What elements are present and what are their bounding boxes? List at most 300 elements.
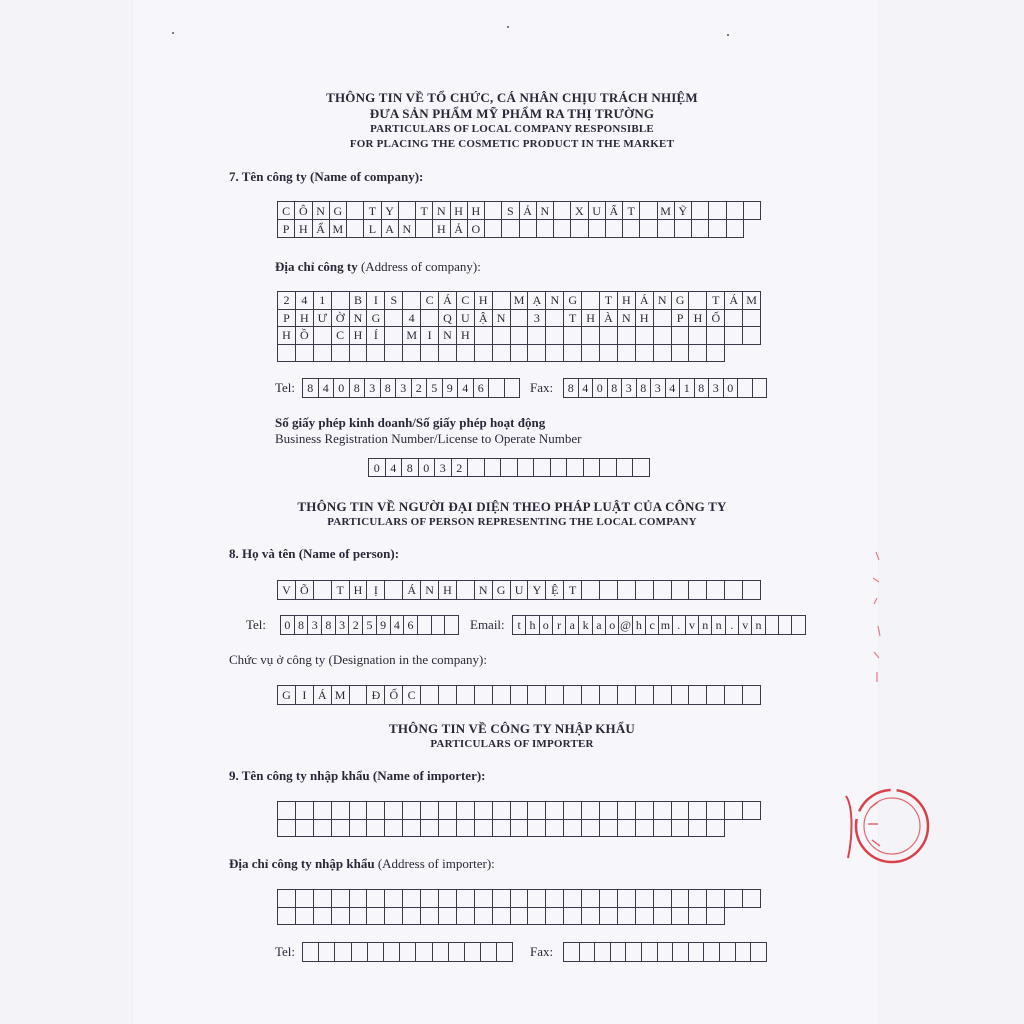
char-box[interactable] bbox=[314, 802, 332, 820]
char-box[interactable] bbox=[314, 908, 332, 926]
char-box[interactable] bbox=[564, 820, 582, 838]
char-box[interactable]: a bbox=[593, 616, 606, 635]
char-box[interactable] bbox=[582, 345, 600, 363]
char-box[interactable] bbox=[753, 379, 768, 398]
char-box[interactable]: C bbox=[403, 686, 421, 705]
char-box[interactable] bbox=[707, 345, 725, 363]
char-box[interactable] bbox=[278, 345, 296, 363]
char-box[interactable]: t bbox=[513, 616, 526, 635]
char-box[interactable] bbox=[385, 908, 403, 926]
char-box[interactable]: 5 bbox=[427, 379, 443, 398]
char-box[interactable]: Ậ bbox=[475, 310, 493, 328]
char-box[interactable]: 4 bbox=[666, 379, 681, 398]
char-box[interactable] bbox=[618, 345, 636, 363]
char-box[interactable] bbox=[564, 943, 580, 962]
char-box[interactable]: c bbox=[646, 616, 659, 635]
char-box[interactable] bbox=[672, 345, 690, 363]
char-box[interactable] bbox=[738, 379, 753, 398]
char-box[interactable] bbox=[689, 686, 707, 705]
char-box[interactable]: 9 bbox=[443, 379, 459, 398]
char-box[interactable] bbox=[689, 581, 707, 600]
char-box[interactable] bbox=[367, 908, 385, 926]
char-box[interactable] bbox=[689, 908, 707, 926]
char-box[interactable] bbox=[736, 943, 752, 962]
char-box[interactable] bbox=[511, 686, 529, 705]
char-box[interactable] bbox=[743, 327, 761, 345]
char-box[interactable] bbox=[367, 820, 385, 838]
char-box[interactable] bbox=[709, 220, 726, 238]
char-box[interactable] bbox=[385, 802, 403, 820]
char-box[interactable]: Ố bbox=[385, 686, 403, 705]
char-box[interactable] bbox=[600, 345, 618, 363]
char-box[interactable]: G bbox=[330, 202, 347, 220]
char-box[interactable] bbox=[439, 908, 457, 926]
char-box[interactable]: N bbox=[350, 310, 368, 328]
char-box[interactable] bbox=[403, 802, 421, 820]
char-box[interactable]: 2 bbox=[412, 379, 428, 398]
char-box[interactable] bbox=[636, 802, 654, 820]
char-box[interactable] bbox=[278, 908, 296, 926]
char-box[interactable]: H bbox=[451, 202, 468, 220]
char-box[interactable] bbox=[654, 345, 672, 363]
char-box[interactable]: 5 bbox=[363, 616, 377, 635]
char-box[interactable] bbox=[457, 908, 475, 926]
char-box[interactable] bbox=[673, 943, 689, 962]
char-box[interactable] bbox=[296, 908, 314, 926]
char-box[interactable] bbox=[743, 581, 761, 600]
char-box[interactable]: C bbox=[457, 292, 475, 310]
char-box[interactable]: X bbox=[571, 202, 588, 220]
char-box[interactable] bbox=[385, 820, 403, 838]
char-box[interactable] bbox=[554, 202, 571, 220]
char-box[interactable] bbox=[600, 581, 618, 600]
char-box[interactable] bbox=[502, 220, 519, 238]
char-box[interactable]: 4 bbox=[386, 459, 403, 477]
char-box[interactable] bbox=[546, 345, 564, 363]
char-box[interactable] bbox=[689, 292, 707, 310]
char-box[interactable] bbox=[385, 890, 403, 908]
char-box[interactable] bbox=[457, 686, 475, 705]
char-box[interactable] bbox=[567, 459, 584, 477]
char-box[interactable]: Ẩ bbox=[313, 220, 330, 238]
char-box[interactable]: 3 bbox=[435, 459, 452, 477]
char-box[interactable]: U bbox=[457, 310, 475, 328]
char-box[interactable] bbox=[725, 890, 743, 908]
char-box[interactable] bbox=[385, 581, 403, 600]
char-box[interactable]: 8 bbox=[608, 379, 623, 398]
char-box[interactable] bbox=[672, 581, 690, 600]
char-box[interactable] bbox=[511, 345, 529, 363]
char-box[interactable]: 0 bbox=[334, 379, 350, 398]
char-box[interactable] bbox=[400, 943, 416, 962]
char-box[interactable] bbox=[689, 327, 707, 345]
char-box[interactable] bbox=[475, 820, 493, 838]
char-box[interactable] bbox=[528, 908, 546, 926]
char-box[interactable] bbox=[468, 459, 485, 477]
char-box[interactable]: N bbox=[493, 310, 511, 328]
char-box[interactable] bbox=[403, 345, 421, 363]
char-box[interactable]: M bbox=[743, 292, 761, 310]
char-box[interactable] bbox=[636, 581, 654, 600]
char-box[interactable] bbox=[546, 686, 564, 705]
char-box[interactable]: Á bbox=[636, 292, 654, 310]
char-box[interactable] bbox=[582, 890, 600, 908]
char-box[interactable]: Ị bbox=[367, 581, 385, 600]
char-box[interactable] bbox=[725, 581, 743, 600]
char-box[interactable] bbox=[551, 459, 568, 477]
char-box[interactable]: 3 bbox=[528, 310, 546, 328]
char-box[interactable] bbox=[385, 345, 403, 363]
char-box[interactable] bbox=[350, 908, 368, 926]
char-box[interactable]: 3 bbox=[396, 379, 412, 398]
char-box[interactable] bbox=[457, 820, 475, 838]
char-box[interactable] bbox=[416, 220, 433, 238]
char-box[interactable] bbox=[350, 345, 368, 363]
char-box[interactable] bbox=[564, 686, 582, 705]
char-box[interactable] bbox=[564, 345, 582, 363]
char-box[interactable]: S bbox=[502, 202, 519, 220]
char-box[interactable] bbox=[689, 345, 707, 363]
char-box[interactable] bbox=[707, 908, 725, 926]
char-box[interactable]: 8 bbox=[695, 379, 710, 398]
char-box[interactable] bbox=[564, 327, 582, 345]
char-box[interactable] bbox=[439, 820, 457, 838]
char-box[interactable]: H bbox=[689, 310, 707, 328]
char-box[interactable]: B bbox=[350, 292, 368, 310]
char-box[interactable] bbox=[332, 820, 350, 838]
char-box[interactable] bbox=[475, 802, 493, 820]
char-box[interactable] bbox=[654, 581, 672, 600]
char-box[interactable]: 4 bbox=[319, 379, 335, 398]
char-box[interactable] bbox=[582, 292, 600, 310]
char-box[interactable]: 0 bbox=[419, 459, 436, 477]
char-box[interactable]: Ố bbox=[707, 310, 725, 328]
char-box[interactable]: 3 bbox=[365, 379, 381, 398]
char-box[interactable] bbox=[672, 327, 690, 345]
char-box[interactable] bbox=[475, 908, 493, 926]
char-box[interactable] bbox=[546, 310, 564, 328]
char-box[interactable] bbox=[618, 802, 636, 820]
char-box[interactable] bbox=[501, 459, 518, 477]
char-box[interactable] bbox=[367, 890, 385, 908]
char-box[interactable]: 8 bbox=[322, 616, 336, 635]
char-box[interactable] bbox=[689, 820, 707, 838]
char-box[interactable] bbox=[727, 202, 744, 220]
char-box[interactable] bbox=[385, 327, 403, 345]
char-box[interactable]: h bbox=[526, 616, 539, 635]
char-box[interactable] bbox=[725, 310, 743, 328]
char-box[interactable]: 8 bbox=[350, 379, 366, 398]
char-box[interactable] bbox=[296, 802, 314, 820]
char-box[interactable]: 0 bbox=[281, 616, 295, 635]
char-box[interactable] bbox=[672, 890, 690, 908]
char-box[interactable]: 1 bbox=[314, 292, 332, 310]
char-box[interactable]: n bbox=[699, 616, 712, 635]
char-box[interactable]: 4 bbox=[391, 616, 405, 635]
char-box[interactable] bbox=[743, 310, 761, 328]
char-box[interactable] bbox=[600, 890, 618, 908]
char-box[interactable]: G bbox=[493, 581, 511, 600]
char-box[interactable] bbox=[421, 890, 439, 908]
char-box[interactable]: T bbox=[332, 581, 350, 600]
char-box[interactable] bbox=[528, 820, 546, 838]
char-box[interactable] bbox=[766, 616, 779, 635]
char-box[interactable] bbox=[564, 802, 582, 820]
char-box[interactable]: 2 bbox=[349, 616, 363, 635]
char-box[interactable] bbox=[432, 616, 446, 635]
char-box[interactable]: M bbox=[403, 327, 421, 345]
char-box[interactable]: Q bbox=[439, 310, 457, 328]
char-box[interactable] bbox=[534, 459, 551, 477]
designation-boxes[interactable] bbox=[277, 685, 761, 705]
char-box[interactable] bbox=[654, 890, 672, 908]
char-box[interactable] bbox=[744, 202, 761, 220]
char-box[interactable] bbox=[640, 220, 657, 238]
char-box[interactable]: Õ bbox=[296, 581, 314, 600]
char-box[interactable] bbox=[707, 327, 725, 345]
char-box[interactable]: Ồ bbox=[296, 327, 314, 345]
char-box[interactable] bbox=[528, 345, 546, 363]
char-box[interactable] bbox=[600, 820, 618, 838]
company-fax-boxes[interactable] bbox=[563, 378, 767, 398]
char-box[interactable]: 0 bbox=[369, 459, 386, 477]
char-box[interactable] bbox=[600, 327, 618, 345]
char-box[interactable]: 3 bbox=[336, 616, 350, 635]
char-box[interactable] bbox=[743, 890, 761, 908]
char-box[interactable] bbox=[485, 202, 502, 220]
char-box[interactable]: H bbox=[468, 202, 485, 220]
char-box[interactable]: G bbox=[278, 686, 296, 705]
char-box[interactable] bbox=[368, 943, 384, 962]
char-box[interactable]: 8 bbox=[295, 616, 309, 635]
char-box[interactable] bbox=[332, 802, 350, 820]
char-box[interactable] bbox=[475, 890, 493, 908]
char-box[interactable] bbox=[493, 890, 511, 908]
person-email-boxes[interactable] bbox=[512, 615, 806, 635]
char-box[interactable] bbox=[403, 820, 421, 838]
char-box[interactable] bbox=[654, 908, 672, 926]
char-box[interactable] bbox=[399, 202, 416, 220]
char-box[interactable] bbox=[672, 820, 690, 838]
char-box[interactable] bbox=[633, 459, 650, 477]
char-box[interactable] bbox=[493, 802, 511, 820]
char-box[interactable] bbox=[582, 820, 600, 838]
char-box[interactable] bbox=[692, 202, 709, 220]
char-box[interactable] bbox=[421, 802, 439, 820]
char-box[interactable]: Ạ bbox=[528, 292, 546, 310]
char-box[interactable]: 3 bbox=[651, 379, 666, 398]
char-box[interactable]: M bbox=[658, 202, 675, 220]
char-box[interactable] bbox=[511, 802, 529, 820]
char-box[interactable] bbox=[505, 379, 521, 398]
char-box[interactable] bbox=[606, 220, 623, 238]
char-box[interactable] bbox=[303, 943, 319, 962]
char-box[interactable] bbox=[707, 802, 725, 820]
char-box[interactable] bbox=[618, 820, 636, 838]
char-box[interactable]: 3 bbox=[308, 616, 322, 635]
char-box[interactable] bbox=[314, 581, 332, 600]
char-box[interactable]: Ờ bbox=[332, 310, 350, 328]
char-box[interactable] bbox=[792, 616, 805, 635]
char-box[interactable]: C bbox=[278, 202, 295, 220]
char-box[interactable]: o bbox=[606, 616, 619, 635]
char-box[interactable] bbox=[493, 908, 511, 926]
char-box[interactable]: H bbox=[475, 292, 493, 310]
char-box[interactable] bbox=[314, 327, 332, 345]
char-box[interactable] bbox=[493, 686, 511, 705]
char-box[interactable]: I bbox=[367, 292, 385, 310]
char-box[interactable] bbox=[595, 943, 611, 962]
char-box[interactable] bbox=[720, 943, 736, 962]
char-box[interactable] bbox=[347, 202, 364, 220]
char-box[interactable] bbox=[385, 310, 403, 328]
char-box[interactable]: C bbox=[332, 327, 350, 345]
char-box[interactable]: T bbox=[707, 292, 725, 310]
company-tel-boxes[interactable] bbox=[302, 378, 520, 398]
char-box[interactable] bbox=[335, 943, 351, 962]
char-box[interactable] bbox=[475, 686, 493, 705]
char-box[interactable] bbox=[445, 616, 459, 635]
char-box[interactable] bbox=[689, 943, 705, 962]
char-box[interactable] bbox=[582, 802, 600, 820]
char-box[interactable]: Y bbox=[528, 581, 546, 600]
char-box[interactable]: H bbox=[636, 310, 654, 328]
char-box[interactable]: 3 bbox=[622, 379, 637, 398]
char-box[interactable]: Ả bbox=[451, 220, 468, 238]
char-box[interactable]: Í bbox=[367, 327, 385, 345]
char-box[interactable] bbox=[439, 890, 457, 908]
char-box[interactable] bbox=[709, 202, 726, 220]
char-box[interactable]: m bbox=[659, 616, 672, 635]
char-box[interactable]: U bbox=[589, 202, 606, 220]
char-box[interactable]: G bbox=[564, 292, 582, 310]
char-box[interactable] bbox=[457, 345, 475, 363]
char-box[interactable]: Á bbox=[314, 686, 332, 705]
char-box[interactable] bbox=[350, 890, 368, 908]
char-box[interactable]: M bbox=[330, 220, 347, 238]
char-box[interactable] bbox=[546, 820, 564, 838]
char-box[interactable]: n bbox=[712, 616, 725, 635]
char-box[interactable] bbox=[528, 686, 546, 705]
char-box[interactable]: N bbox=[313, 202, 330, 220]
char-box[interactable]: H bbox=[278, 327, 296, 345]
importer-tel-boxes[interactable] bbox=[302, 942, 513, 962]
char-box[interactable]: G bbox=[367, 310, 385, 328]
char-box[interactable]: 4 bbox=[296, 292, 314, 310]
char-box[interactable]: 8 bbox=[381, 379, 397, 398]
char-box[interactable] bbox=[403, 292, 421, 310]
char-box[interactable]: v bbox=[686, 616, 699, 635]
char-box[interactable] bbox=[433, 943, 449, 962]
char-box[interactable]: Ô bbox=[295, 202, 312, 220]
char-box[interactable]: 0 bbox=[593, 379, 608, 398]
char-box[interactable]: C bbox=[421, 292, 439, 310]
char-box[interactable]: 6 bbox=[404, 616, 418, 635]
char-box[interactable] bbox=[725, 327, 743, 345]
char-box[interactable]: a bbox=[566, 616, 579, 635]
char-box[interactable]: H bbox=[457, 327, 475, 345]
char-box[interactable]: M bbox=[511, 292, 529, 310]
person-tel-boxes[interactable] bbox=[280, 615, 459, 635]
char-box[interactable]: 3 bbox=[709, 379, 724, 398]
char-box[interactable]: 9 bbox=[377, 616, 391, 635]
char-box[interactable] bbox=[564, 890, 582, 908]
char-box[interactable] bbox=[600, 908, 618, 926]
char-box[interactable] bbox=[384, 943, 400, 962]
char-box[interactable]: V bbox=[278, 581, 296, 600]
char-box[interactable] bbox=[626, 943, 642, 962]
char-box[interactable] bbox=[511, 327, 529, 345]
char-box[interactable] bbox=[485, 220, 502, 238]
char-box[interactable]: N bbox=[399, 220, 416, 238]
char-box[interactable] bbox=[654, 686, 672, 705]
license-number-boxes[interactable] bbox=[368, 458, 650, 477]
char-box[interactable]: 6 bbox=[474, 379, 490, 398]
char-box[interactable]: N bbox=[421, 581, 439, 600]
char-box[interactable]: T bbox=[416, 202, 433, 220]
char-box[interactable] bbox=[296, 820, 314, 838]
char-box[interactable]: H bbox=[296, 310, 314, 328]
char-box[interactable]: Ệ bbox=[546, 581, 564, 600]
char-box[interactable] bbox=[571, 220, 588, 238]
char-box[interactable] bbox=[580, 943, 596, 962]
char-box[interactable]: N bbox=[433, 202, 450, 220]
char-box[interactable] bbox=[421, 345, 439, 363]
char-box[interactable]: N bbox=[618, 310, 636, 328]
char-box[interactable]: 8 bbox=[637, 379, 652, 398]
char-box[interactable] bbox=[658, 943, 674, 962]
char-box[interactable] bbox=[658, 220, 675, 238]
char-box[interactable] bbox=[439, 345, 457, 363]
char-box[interactable] bbox=[421, 820, 439, 838]
char-box[interactable]: h bbox=[633, 616, 646, 635]
char-box[interactable] bbox=[584, 459, 601, 477]
char-box[interactable] bbox=[457, 802, 475, 820]
char-box[interactable]: N bbox=[475, 581, 493, 600]
char-box[interactable] bbox=[618, 890, 636, 908]
char-box[interactable] bbox=[675, 220, 692, 238]
char-box[interactable] bbox=[439, 802, 457, 820]
importer-fax-boxes[interactable] bbox=[563, 942, 767, 962]
company-name-boxes[interactable] bbox=[277, 201, 761, 238]
char-box[interactable]: 0 bbox=[724, 379, 739, 398]
char-box[interactable] bbox=[421, 908, 439, 926]
char-box[interactable] bbox=[654, 310, 672, 328]
char-box[interactable]: I bbox=[421, 327, 439, 345]
char-box[interactable] bbox=[672, 686, 690, 705]
char-box[interactable]: P bbox=[278, 220, 295, 238]
char-box[interactable] bbox=[554, 220, 571, 238]
char-box[interactable] bbox=[707, 686, 725, 705]
char-box[interactable]: H bbox=[433, 220, 450, 238]
char-box[interactable]: L bbox=[364, 220, 381, 238]
char-box[interactable]: S bbox=[385, 292, 403, 310]
char-box[interactable]: 8 bbox=[303, 379, 319, 398]
char-box[interactable] bbox=[511, 908, 529, 926]
char-box[interactable] bbox=[493, 820, 511, 838]
char-box[interactable] bbox=[537, 220, 554, 238]
char-box[interactable] bbox=[582, 686, 600, 705]
char-box[interactable] bbox=[528, 890, 546, 908]
char-box[interactable] bbox=[618, 686, 636, 705]
char-box[interactable] bbox=[520, 220, 537, 238]
char-box[interactable]: T bbox=[600, 292, 618, 310]
char-box[interactable]: À bbox=[600, 310, 618, 328]
char-box[interactable] bbox=[636, 327, 654, 345]
char-box[interactable]: k bbox=[579, 616, 592, 635]
char-box[interactable] bbox=[725, 802, 743, 820]
char-box[interactable]: P bbox=[672, 310, 690, 328]
